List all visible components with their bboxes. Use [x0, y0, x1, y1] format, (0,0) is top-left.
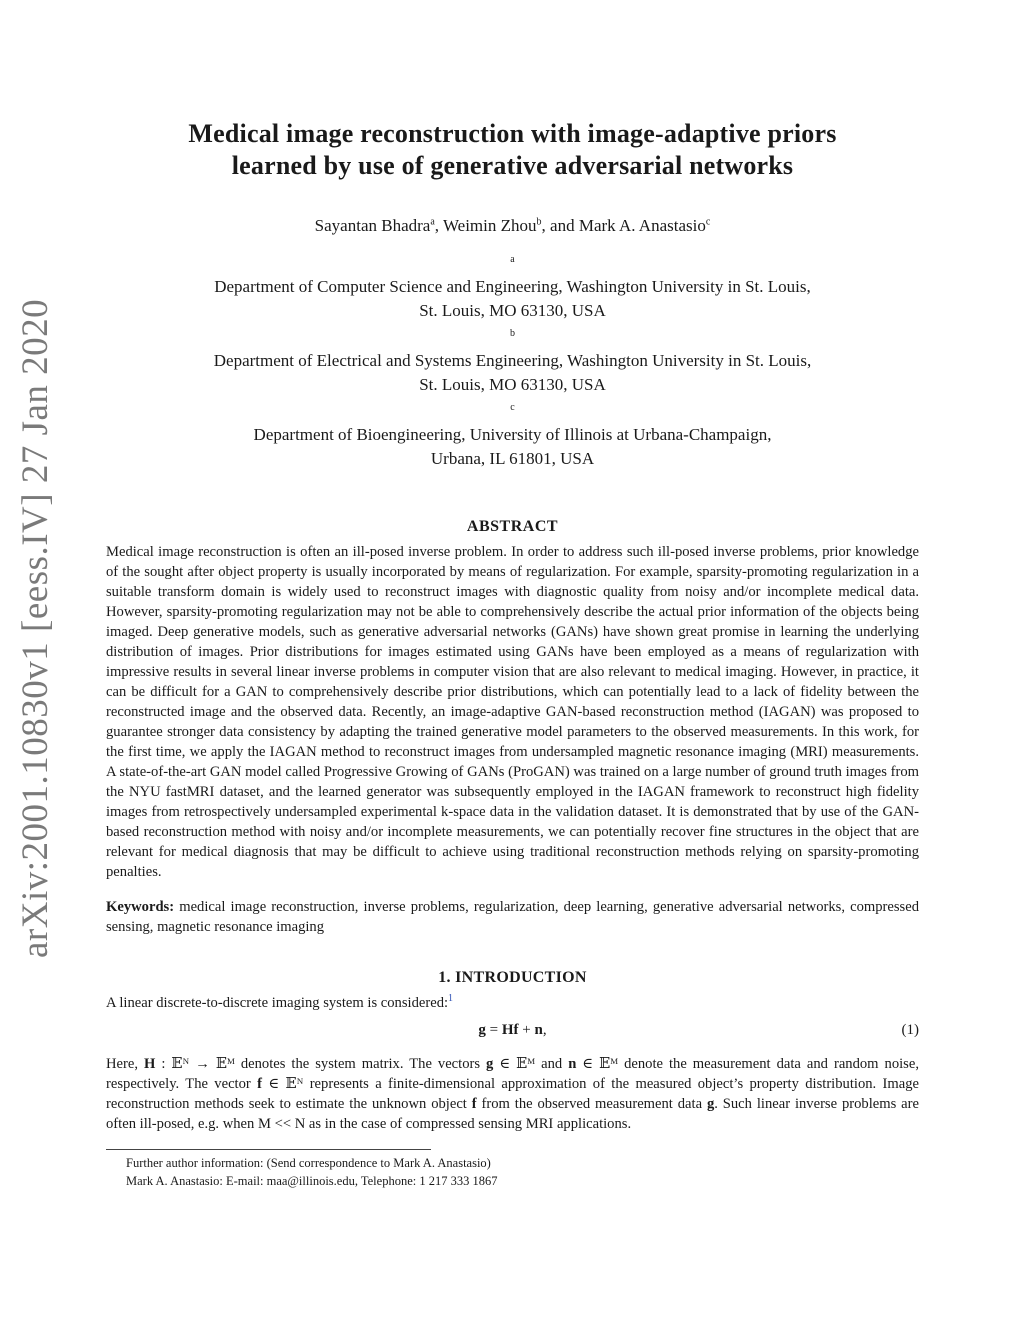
paper-page: [106, 118, 919, 1190]
text-run: ∈ 𝔼ᴹ and: [493, 1055, 569, 1072]
intro-paragraph: [106, 1054, 919, 1134]
eq-symbol-H: H: [501, 1021, 514, 1038]
text-run: Here,: [106, 1055, 144, 1072]
math-H: H: [144, 1055, 156, 1072]
affiliation-text: Department of Bioengineering, University of Illinois at Urbana-Champaign,: [253, 425, 772, 445]
author-name: Mark A. Anastasio: [578, 216, 706, 235]
text-run: : 𝔼ᴺ → 𝔼ᴹ denotes the system matrix. The vectors: [155, 1055, 487, 1072]
footnote-divider: [106, 1149, 431, 1150]
affiliation-line: St. Louis, MO 63130, USA: [419, 374, 606, 394]
author-separator: , and: [541, 216, 579, 235]
math-g: g: [706, 1095, 715, 1112]
affiliation-line: [106, 322, 919, 373]
abstract-heading: ABSTRACT: [466, 518, 559, 536]
affiliation-mark: c: [510, 402, 515, 414]
eq-symbol-n: n: [534, 1021, 543, 1038]
eq-plus: +: [518, 1021, 535, 1038]
affiliation: [106, 248, 919, 322]
paper-title: [106, 118, 919, 182]
math-n: n: [568, 1055, 577, 1072]
equation-body: [106, 1022, 919, 1039]
author-name: Weimin Zhou: [442, 216, 537, 235]
title-line-2: learned by use of generative adversarial networks: [231, 151, 794, 180]
author-affiliation-mark: b: [536, 216, 542, 228]
affiliation-mark: a: [510, 254, 515, 265]
keywords-label: Keywords:: [106, 899, 175, 916]
math-f: f: [471, 1095, 477, 1112]
affiliation-text: Department of Electrical and Systems Engineering, Washington University in St. Louis,: [213, 351, 812, 371]
affiliation-line: Urbana, IL 61801, USA: [430, 448, 595, 468]
author-name: Sayantan Bhadra: [314, 216, 431, 235]
equation-1: [106, 1018, 919, 1046]
affiliation-mark: b: [510, 328, 515, 340]
keywords-text: medical image reconstruction, inverse problems, regularization, deep learning, generative adversarial networks, compressed sensing, magnetic resonance imaging: [106, 899, 919, 936]
author-affiliation-mark: a: [430, 216, 435, 228]
affiliation-line: [106, 396, 919, 447]
intro-lead-sentence: [106, 993, 919, 1012]
abstract-text: Medical image reconstruction is often an ill-posed inverse problem. In order to address such ill-posed inverse problems, prior knowledge of the sought after object property is usually incorporated by means of regularization. For example, sparsity-promoting regularization in a suitable transform domain is widely used to reconstruct images with diagnostic quality from noisy and/or incomplete medical data. However, sparsity-promoting regularization may not be able to comprehensively describe the actual prior information of the objects being imaged. Deep generative models, such as generative adversarial networks (GANs) have shown great promise in learning the underlying distribution of images. Prior distributions for images estimated using GANs have been employed as a means of regularization with impressive results in several linear inverse problems in computer vision that are also relevant to medical imaging. However, in practice, it can be difficult for a GAN to comprehensively describe prior distributions, which can potentially lead to a lack of fidelity between the reconstructed image and the observed data. Recently, an image-adaptive GAN-based reconstruction method (IAGAN) was proposed to guarantee stronger data consistency by adapting the trained generative model parameters to the observed measurements. In this work, for the first time, we apply the IAGAN method to reconstruct images from undersampled magnetic resonance imaging (MRI) measurements. A state-of-the-art GAN model called Progressive Growing of GANs (ProGAN) was trained on a large number of ground truth images from the NYU fastMRI dataset, and the learned generator was subsequently employed in the IAGAN framework to reconstruct high fidelity images from retrospectively undersampled experimental k-space data in the validation dataset. It is demonstrated that by use of the GAN-based reconstruction method with noisy and/or incomplete measurements, we can potentially recover fine structures in the object that are relevant for medical diagnosis that may be difficult to achieve using traditional reconstruction methods relying on sparsity-promoting penalties.: [106, 544, 919, 881]
math-g: g: [486, 1055, 494, 1072]
section-heading-introduction: 1. INTRODUCTION: [438, 969, 587, 987]
footnote-line: Further author information: (Send correspondence to Mark A. Anastasio): [126, 1155, 491, 1170]
affiliation: [106, 396, 919, 470]
text-run: . Such linear inverse problems are often ill-posed, e.g. when M << N as in the case of compressed sensing MRI applications.: [106, 1095, 919, 1132]
title-line-1: Medical image reconstruction with image-adaptive priors: [188, 119, 837, 148]
affiliation: [106, 322, 919, 396]
intro-lead-text: A linear discrete-to-discrete imaging system is considered:: [106, 994, 449, 1011]
author-list: [106, 216, 919, 236]
eq-symbol-f: f: [513, 1021, 519, 1038]
footnote-line: Mark A. Anastasio: E-mail: maa@illinois.edu, Telephone: 1 217 333 1867: [126, 1173, 498, 1188]
author-separator: ,: [434, 216, 443, 235]
math-f: f: [257, 1075, 262, 1092]
text-run: from the observed measurement data: [476, 1095, 707, 1112]
text-run: ∈ 𝔼ᴹ denote the measurement data and random noise, respectively. The vector: [106, 1055, 919, 1092]
affiliation-list: [106, 248, 919, 470]
affiliation-text: Department of Computer Science and Engineering, Washington University in St. Louis,: [214, 277, 811, 297]
keywords: [106, 897, 919, 937]
text-run: ∈ 𝔼ᴺ represents a finite-dimensional approximation of the measured object’s property distribution. Image reconstruction methods seek to estimate the unknown object: [106, 1075, 919, 1112]
equation-number: (1): [901, 1021, 919, 1038]
footnote-reference-link[interactable]: 1: [448, 993, 454, 1005]
eq-comma: ,: [542, 1021, 547, 1038]
author-affiliation-mark: c: [705, 216, 711, 228]
affiliation-line: St. Louis, MO 63130, USA: [419, 300, 606, 320]
eq-equals: =: [485, 1021, 502, 1038]
eq-symbol-g: g: [478, 1021, 486, 1038]
affiliation-line: [106, 248, 919, 299]
arxiv-identifier-stamp: arXiv:2001.10830v1 [eess.IV] 27 Jan 2020: [15, 298, 56, 958]
footnotes: [106, 1154, 919, 1190]
